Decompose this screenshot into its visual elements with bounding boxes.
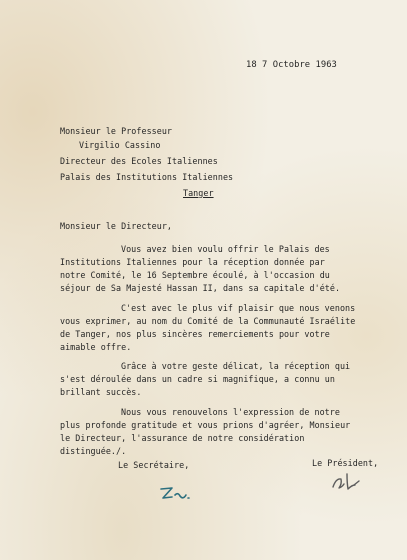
- recipient-position: Directeur des Ecoles Italiennes: [60, 156, 218, 166]
- paragraph-4-line-3: le Directeur, l'assurance de notre considération: [60, 433, 305, 443]
- paragraph-2-line-3: de Tanger, nos plus sincères remerciements pour votre: [60, 329, 330, 339]
- salutation: Monsieur le Directeur,: [60, 221, 173, 231]
- paragraph-1-line-4: séjour de Sa Majesté Hassan II, dans sa capitale d'été.: [60, 283, 341, 293]
- president-label: Le Président,: [312, 458, 379, 468]
- recipient-title: Monsieur le Professeur: [60, 126, 173, 136]
- paragraph-1-line-1: Vous avez bien voulu offrir le Palais des: [121, 244, 330, 254]
- paragraph-1-line-3: notre Comité, le 16 Septembre écoulé, à l'occasion du: [60, 270, 330, 280]
- paragraph-2-line-4: aimable offre.: [60, 342, 132, 352]
- paragraph-1-line-2: Institutions Italiennes pour la réception donnée par: [60, 257, 325, 267]
- president-signature: [330, 470, 370, 494]
- paragraph-3-line-2: s'est déroulée dans un cadre si magnifique, a connu un: [60, 374, 335, 384]
- recipient-name: Virgilio Cassino: [79, 140, 161, 150]
- paragraph-4-line-4: distinguée./.: [60, 446, 127, 456]
- paragraph-4-line-1: Nous vous renouvelons l'expression de notre: [121, 407, 340, 417]
- recipient-city: Tanger: [183, 188, 214, 198]
- paragraph-2-line-1: C'est avec le plus vif plaisir que nous venons: [121, 303, 356, 313]
- recipient-institution: Palais des Institutions Italiennes: [60, 172, 234, 182]
- paragraph-3-line-3: brillant succès.: [60, 387, 142, 397]
- secretary-signature: [158, 482, 192, 504]
- paragraph-3-line-1: Grâce à votre geste délicat, la réception qui: [121, 361, 351, 371]
- paragraph-4-line-2: plus profonde gratitude et vous prions d'agréer, Monsieur: [60, 420, 351, 430]
- letter-date: 18 7 Octobre 1963: [246, 60, 337, 70]
- secretary-label: Le Secrétaire,: [118, 460, 190, 470]
- paragraph-2-line-2: vous exprimer, au nom du Comité de la Communauté Israélite: [60, 316, 356, 326]
